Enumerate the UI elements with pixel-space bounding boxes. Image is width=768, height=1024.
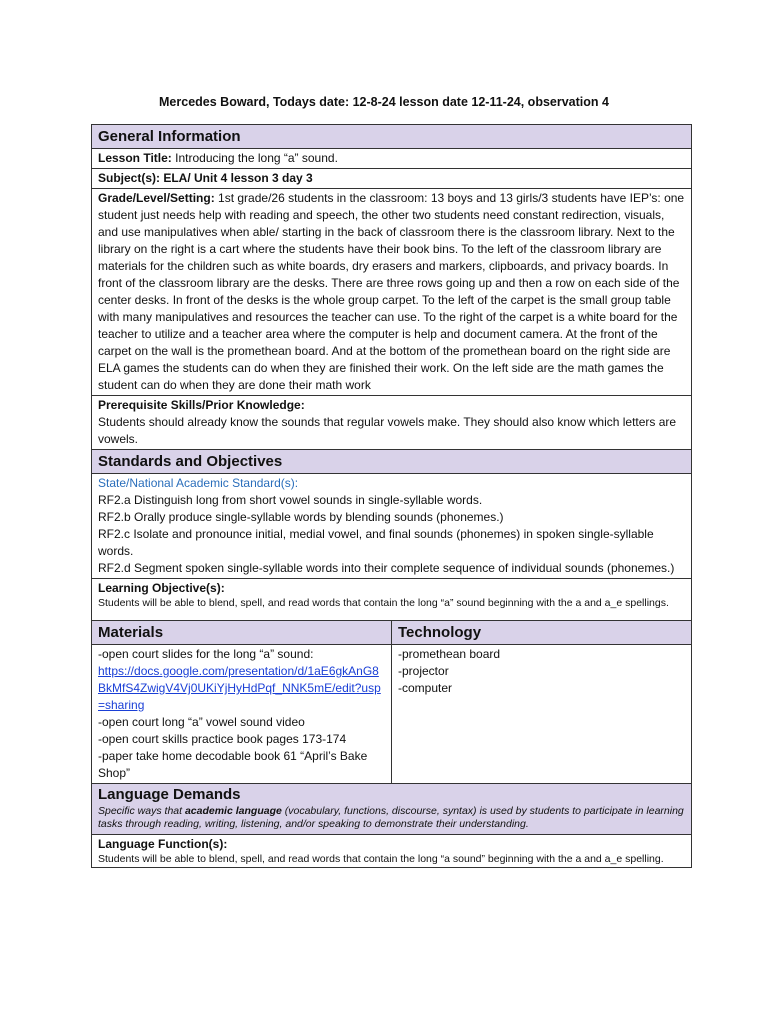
prereq-label: Prerequisite Skills/Prior Knowledge:	[98, 398, 305, 412]
materials-list	[92, 645, 392, 783]
objective-text: Students will be able to blend, spell, and read words that contain the long “a” sound beginning with the a and a_e spellings.	[98, 597, 669, 609]
grade-text: 1st grade/26 students in the classroom: 13 boys and 13 girls/3 students have IEP’s: one student just needs help with reading and speech, the other two students need constant redirection, visuals, and use manipulatives when able/ starting in the back of classroom there is the classroom library. Next to the library on the right is a cart where the students have their book bins. To the left of the classroom library are materials for the children such as white boards, dry erasers and markers, clipboards, and privacy boards. In front of the classroom library are the desks. There are three rows going up and then a row on each side of the center desks. In front of the desks is the whole group carpet. To the left of the carpet is the small group table with many manipulatives and resources the teacher can use. To the right of the carpet is a white board for the teacher to utilize and a teacher area where the computer is help and document camera. At the front of the carpet on the wall is the promethean board. And at the bottom of the promethean board on the right side are ELA games the students can do when they are finished their work. On the left side are the math games the student can do when they are done their math work	[98, 191, 685, 392]
language-function-row	[92, 835, 691, 867]
technology-item: -promethean board	[398, 647, 501, 661]
subjects-row: Subject(s): ELA/ Unit 4 lesson 3 day 3	[92, 169, 691, 189]
materials-technology-heading-row	[92, 621, 691, 645]
language-desc-pre: Specific ways that	[98, 805, 185, 817]
learning-objective-row	[92, 579, 691, 621]
slides-link[interactable]: https://docs.google.com/presentation/d/1aE6gkAnG8BkMfS4ZwigV4Vj0UKiYjHyHdPqf_NNK5mE/edit?usp=sharing	[98, 664, 381, 712]
lesson-title-value: Introducing the long “a” sound.	[171, 151, 338, 165]
language-demands-description	[98, 805, 685, 833]
standard-item: RF2.a Distinguish long from short vowel sounds in single-syllable words.	[98, 493, 483, 507]
materials-heading: Materials	[92, 621, 392, 644]
language-demands-section	[92, 784, 691, 835]
language-demands-heading: Language Demands	[98, 786, 241, 803]
standard-item: RF2.b Orally produce single-syllable words by blending sounds (phonemes.)	[98, 510, 504, 524]
standards-row	[92, 474, 691, 579]
technology-item: -computer	[398, 681, 453, 695]
grade-label: Grade/Level/Setting:	[98, 191, 215, 205]
technology-heading: Technology	[392, 621, 691, 644]
lesson-title-label: Lesson Title:	[98, 151, 172, 165]
lesson-title-row	[92, 149, 691, 169]
technology-item: -projector	[398, 664, 449, 678]
language-function-text: Students will be able to blend, spell, and read words that contain the long “a sound” beginning with the a and a_e spelling.	[98, 853, 664, 865]
language-desc-post: (vocabulary, functions, discourse, syntax) is used by students to participate in learning tasks through reading, writing, listening, and/or speaking to demonstrate their understanding.	[98, 805, 684, 830]
standard-item: RF2.c Isolate and pronounce initial, medial vowel, and final sounds (phonemes) in spoken single-syllable words.	[98, 527, 654, 558]
materials-item: -paper take home decodable book 61 “April’s Bake Shop”	[98, 749, 368, 780]
objective-label: Learning Objective(s):	[98, 581, 225, 595]
document-title: Mercedes Boward, Todays date: 12-8-24 lesson date 12-11-24, observation 4	[159, 95, 609, 109]
prereq-text: Students should already know the sounds that regular vowels make. They should also know which letters are vowels.	[98, 415, 677, 446]
general-information-heading: General Information	[92, 125, 691, 149]
technology-list	[392, 645, 691, 783]
grade-level-setting-row	[92, 189, 691, 396]
language-desc-bold: academic language	[184, 805, 282, 817]
language-function-label: Language Function(s):	[98, 837, 228, 851]
lesson-plan-table	[91, 124, 692, 868]
materials-item: -open court long “a” vowel sound video	[98, 715, 305, 729]
materials-item: -open court skills practice book pages 173-174	[98, 732, 347, 746]
materials-technology-row	[92, 645, 691, 784]
materials-item: -open court slides for the long “a” sound:	[98, 647, 314, 661]
standard-label: State/National Academic Standard(s):	[98, 476, 299, 490]
standard-item: RF2.d Segment spoken single-syllable words into their complete sequence of individual sounds (phonemes.)	[98, 561, 675, 575]
prerequisite-row	[92, 396, 691, 450]
standards-objectives-heading: Standards and Objectives	[92, 450, 691, 474]
